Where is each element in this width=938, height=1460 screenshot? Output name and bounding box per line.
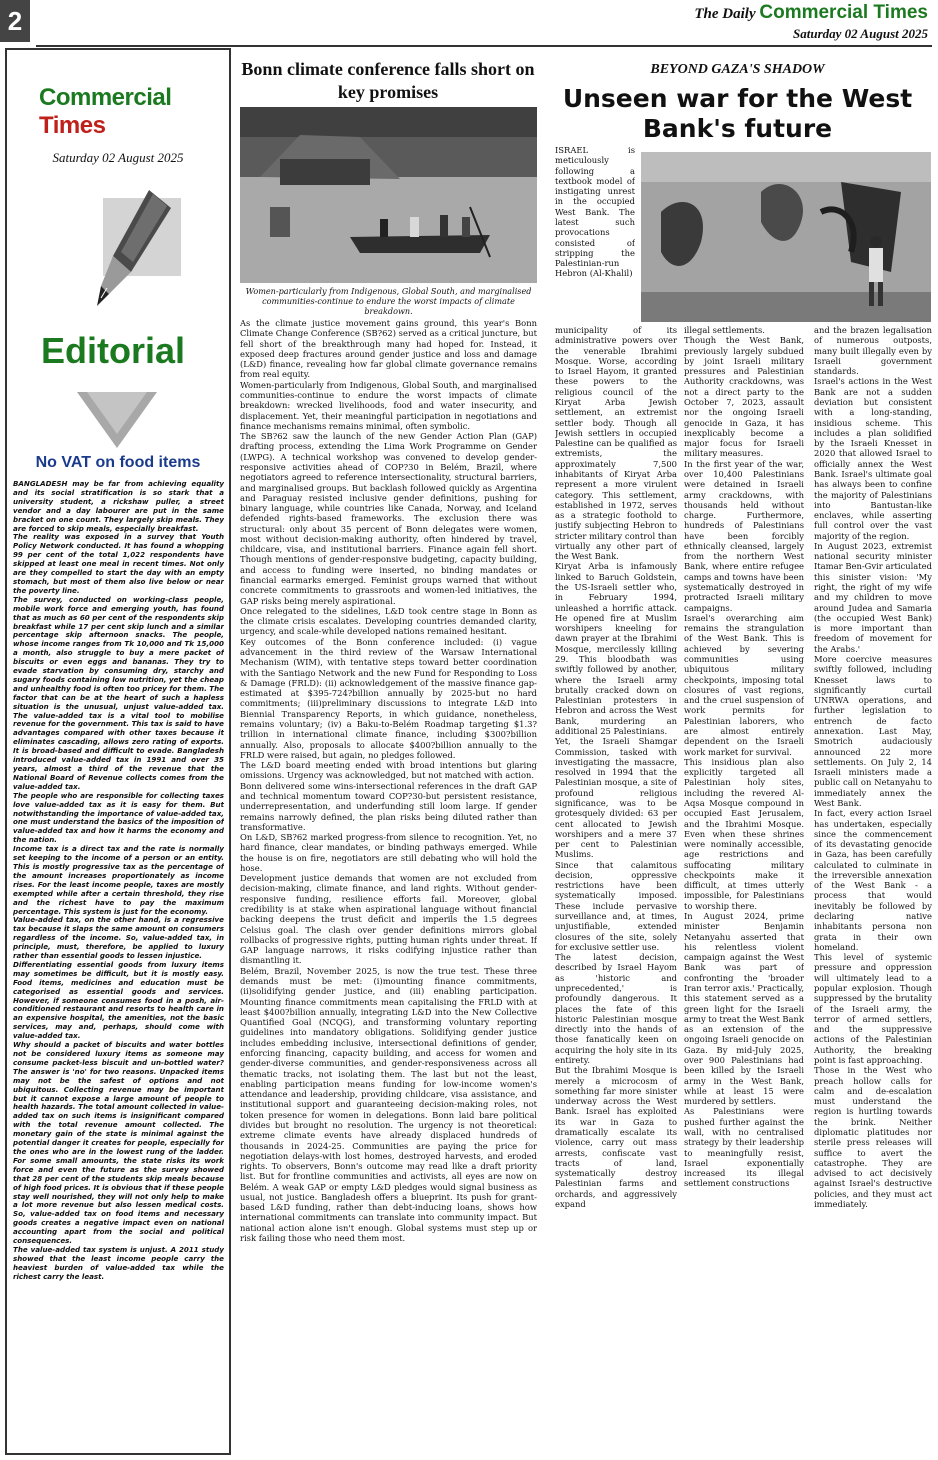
article1-body <box>240 318 537 1448</box>
article2-paragraph: In the first year of the war, over 10,400 Palestinians were detained in Israeli army crackdowns, with thousands held without charge. Furthermore, hundreds of Palestinians have been forcibly ethnically cleansed, largely from the northern West Bank, where entire refugee camps and towns have been systematically destroyed in protracted Israeli military campaigns. <box>684 458 804 613</box>
header-rule <box>36 45 932 47</box>
masthead-date: Saturday 02 August 2025 <box>793 26 928 41</box>
masthead <box>694 2 928 42</box>
article2-column-2 <box>684 325 804 1445</box>
article2-column-3 <box>814 325 932 1445</box>
article2-intro <box>555 145 635 323</box>
editorial-paragraph: The survey, conducted on working-class people, mobile work force and emerging youth, has found that as much as 60 per cent of the respondents skip breakfast while 17 per cent skip lunch and a similar percentage skip afternoon snacks. The people, whose income ranges from Tk 10,000 and Tk 15,000 a month, also struggle to buy a mere packet of biscuits or even eggs and bananas. They try to evade starvation by consuming dry, starchy and sugary foods containing low nutrition, yet the cheap and unhealthy food is often too pricey for them. The factor that can be at the heart of such a hapless situation is the unusual, unjust value-added tax. The value-added tax is a vital tool to mobilise revenue for the government. This tax is said to have advantages compared with other taxes because it eliminates cascading, allows zero rating of exports. It is broad-based and difficult to evade. Bangladesh introduced value-added tax in 1991 and over 35 years, almost a third of the revenue that the National Board of Revenue collects comes from the value-added tax. <box>13 594 224 791</box>
article2-paragraph: Since that calamitous decision, oppressive restrictions have been systematically imposed. These include pervasive surveillance and, at times, unjustifiable, extended closures of the site, solely for exclusive settler use. <box>555 859 677 952</box>
article2-paragraph: But the Ibrahimi Mosque is merely a microcosm of something far more sinister underway across the West Bank. Israel has exploited its war in Gaza to dramatically escalate its violence, carry out mass arrests, confiscate vast tracts of land, systematically destroy Palestinian farms and orchards, and aggressively expand <box>555 1065 677 1209</box>
masthead-title <box>694 2 928 24</box>
article2-paragraph: Israel's overarching aim remains the strangulation of the West Bank. This is achieved by severing communities using ubiquitous military checkpoints, imposing total closures of vast regions, and the cruel suspension of work permits for Palestinian laborers, who are almost entirely dependent on the Israeli work market for survival. <box>684 612 804 757</box>
masthead-prefix: The Daily <box>694 6 756 22</box>
article2-paragraph: Kiryat Arba is infamously linked to Baruch Goldstein, the US-Israeli settler who, in February 1994, unleashed a horrific attack. He opened fire at Muslim worshipers kneeling for dawn prayer at the Ibrahimi Mosque, mercilessly killing 29. This bloodbath was swiftly followed by another, where the Israeli army brutally cracked down on Palestinian protesters in Hebron and across the West Bank, murdering an additional 25 Palestinians. <box>555 561 677 736</box>
article1-caption: Women-particularly from Indigenous, Global South, and marginalised communities-continue to endure the worst impacts of climate breakdown. <box>245 286 532 317</box>
article1-paragraph: Women-particularly from Indigenous, Global South, and marginalised communities-continue to endure the worst impacts of climate breakdown: wrecked livelihoods, food and water insecurity, and displacement. Yet, their meaningful participation in negotiations and finance mechanisms remains minimal, often symbolic. <box>240 379 537 431</box>
editorial-paragraph: BANGLADESH may be far from achieving equality and its social stratification is so stark that a university student, a rickshaw puller, a street vendor and a day labourer are put in the same bracket on one count. They largely skip meals. They are forced to skip meals, especially breakfast. <box>13 480 224 533</box>
sidebar-section-title: Editorial <box>41 330 186 371</box>
article2-paragraph: Yet, the Israeli Shamgar Commission, tasked with investigating the massacre, resolved in 1994 that the Palestinian mosque, a site of profound religious significance, was to be grotesquely divided: 63 per cent allocated to Jewish worshipers and a mere 37 per cent to Palestinian Muslims. <box>555 736 677 860</box>
article1-title: Bonn climate conference falls short on key promises <box>241 59 535 102</box>
article2-paragraph: In August 2024, prime minister Benjamin Netanyahu asserted that his relentless violent campaign against the West Bank was part of confronting the 'broader Iran terror axis.' Practically, this statement served as a green light for the Israeli army to treat the West Bank as an extension of the ongoing Israeli genocide on Gaza. By mid-July 2025, over 900 Palestinians had been killed by the Israeli army in the West Bank, while at least 15 were murdered by settlers. <box>684 911 804 1107</box>
editorial-paragraph: The value-added tax system is unjust. A 2011 study showed that the least income people carry the heaviest burden of value-added tax while the richest carry the least. <box>13 1244 224 1281</box>
article1-paragraph: On L&D, SB?62 marked progress-from silence to recognition. Yet, no hard finance, clear mandates, or binding pathways emerged. While the house is on fire, negotiators are still debating who will hold the hose. <box>240 832 537 873</box>
editorial-paragraph: Income tax is a direct tax and the rate is normally set keeping to the income of a person or an entity. This is mostly progressive tax as the percentage of the amount increases proportionately as income rises. For the least income people, taxes are mostly exempted while after a certain threshold, they rise and the richest have to pay the maximum percentage. This system is just for the economy. <box>13 844 224 916</box>
mural-photo <box>641 152 931 322</box>
article1-paragraph: Development justice demands that women are not excluded from decision-making, climate finance, and land rights. Without gender-responsive funding, resilience efforts fail. Moreover, global credibility is at stake when aspirational language without financial backing deepens the trust deficit and imperils the 1.5 degrees Celsius goal. The clash over gender definitions mirrors global rollbacks of progressive rights, putting human rights under threat. If GAP language narrows, it risks codifying injustice rather than dismantling it. <box>240 873 537 966</box>
article2-paragraph: The latest decision, described by Israel Hayom as 'historic and unprecedented,' is profoundly dangerous. It places the fate of this historic Palestinian mosque directly into the hands of those fanatically keen on acquiring the holy site in its entirety. <box>555 952 677 1065</box>
article2-paragraph: Israel's actions in the West Bank are not a sudden deviation but consistent with a long-standing, insidious scheme. This includes a plan solidified by the Israeli Knesset in 2020 that allowed Israel to officially annex the West Bank. Israel's ultimate goal has always been to confine the majority of Palestinians into Bantustan-like enclaves, while asserting full control over the vast majority of the region. <box>814 376 932 541</box>
editorial-paragraph: The people who are responsible for collecting taxes love value-added tax as it is easy for them. But notwithstanding the importance of value-added tax, one must understand the basics of the imposition of value-added tax and how it harms the economy and the nation. <box>13 790 224 845</box>
article1-paragraph: Bonn delivered some wins-intersectional references in the draft GAP and technical momentum toward COP?30-but persistent resistance, underrepresentation, and underfunding still loom large. If gender remains narrowly defined, the plan risks being diluted rather than transformative. <box>240 780 537 832</box>
article2-title: Unseen war for the West Bank's future <box>562 84 913 143</box>
flood-boat-photo <box>240 107 537 283</box>
article1-paragraph: As the climate justice movement gains ground, this year's Bonn Climate Change Conference (SB?62) served as a critical juncture, but fell short of the breakthrough many had hoped for. Instead, it exposed deep fractures around gender justice and loss and damage (L&D) finance, revealing how far global climate governance remains from real equity. <box>240 318 537 380</box>
masthead-name: Commercial Times <box>759 2 928 23</box>
editorial-sidebar <box>5 48 231 1455</box>
article2-intro-text: ISRAEL is meticulously following a textbook model of instigating unrest in the occupied West Bank. The latest such provocations consisted of stripping the Palestinian-run Hebron (Al-Khalil) <box>555 145 635 279</box>
editorial-paragraph: Differentiating essential goods from luxury items may sometimes be difficult, but it is mostly easy. Food items, medicines and education must be categorised as essential goods and services. However, if someone consumes food in a posh, air-conditioned restaurant and resorts to health care in an expensive hospital, the amenities, not the basic services, may and, perhaps, should come with value-added tax. <box>13 959 224 1041</box>
article2-paragraph: As Palestinians were pushed further against the wall, with no centralised strategy by their leadership to meaningfully resist, Israel exponentially increased its illegal settlement constructions <box>684 1106 804 1189</box>
editorial-paragraph: Value-added tax, on the other hand, is a regressive tax because it slaps the same amount on consumers regardless of the income. So, value-added tax, in principle, must, therefore, be applied to luxury rather than essential goods to lessen injustice. <box>13 915 224 961</box>
article2-paragraph: and the brazen legalisation of numerous outposts, many built illegally even by Israeli government standards. <box>814 325 932 377</box>
article2-paragraph: In August 2023, extremist national security minister Itamar Ben-Gvir articulated this sinister vision: 'My right, the right of my wife and my children to move around Judea and Samaria (the occupied West Bank) is more important than freedom of movement for the Arabs.' <box>814 540 932 654</box>
article2-column-1 <box>555 325 677 1445</box>
article2-paragraph: This level of systemic pressure and oppression will ultimately lead to a popular explosion. Though suppressed by the brutality of the Israeli army, the terror of armed settlers, and the suppressive actions of the Palestinian Authority, the breaking point is fast approaching. <box>814 952 932 1065</box>
fountain-pen-icon <box>97 190 187 330</box>
article2-paragraph: illegal settlements. <box>684 325 765 335</box>
article1-paragraph: The SB?62 saw the launch of the new Gender Action Plan (GAP) drafting process, extending the Lima Work Programme on Gender (LWPG). A technical workshop was convened to develop gender-responsive activities ahead of COP?30 in Belém, Brazil, where negotiators agreed to reference intersectionality, structural barriers, and marginalised groups. But backlash followed quickly as Argentina and Paraguay resisted inclusive gender definitions, pushing for binary language, while countries like Canada, Norway, and Iceland defended rights-based frameworks. The exclusion there was structural: only about 35 percent of Bonn delegates were women, most without decision-making authority, often hindered by travel, childcare, visa, and institutional barriers. Finance again fell short. Though mentions of gender-responsive budgeting, capacity building, and access to funding were inserted, no binding mandates or financial earmarks emerged. Feminist groups warned that without concrete commitments to grassroots and women-led initiatives, the GAP risks being merely aspirational. <box>240 431 537 606</box>
editorial-body <box>13 480 224 1455</box>
article2-paragraph: municipality of its administrative powers over the venerable Ibrahimi Mosque. Worse, according to Israel Hayom, it granted these powers to the religious council of the Kiryat Arba Jewish settlement, an extremist settler body. Though all Jewish settlers in occupied Palestine can be qualified as extremists, the approximately 7,500 inhabitants of Kiryat Arba represent a more virulent category. This settlement, established in 1972, serves as a strategic foothold to justify subjecting Hebron to stricter military control than virtually any other part of the West Bank. <box>555 325 677 562</box>
article2-paragraph: More coercive measures swiftly followed, including Knesset laws to significantly curtail UNRWA operations, and further legislation to entrench de facto annexation. Last May, Smotrich audaciously announced 22 more settlements. On July 2, 14 Israeli ministers made a public call on Netanyahu to immediately annex the West Bank. <box>814 654 932 808</box>
sidebar-logo-part2: Times <box>39 112 106 139</box>
editorial-headline: No VAT on food items <box>35 454 201 471</box>
page-number: 2 <box>0 0 30 42</box>
article2-paragraph: Those in the West who preach hollow calls for calm and de-escalation must understand the region is hurtling towards the brink. Neither diplomatic platitudes nor sterile press releases will suffice to avert the catastrophe. They are advised to act decisively against Israel's destructive policies, and they must act immediately. <box>814 1065 932 1209</box>
sidebar-date: Saturday 02 August 2025 <box>52 150 184 165</box>
sidebar-logo <box>39 84 229 140</box>
editorial-paragraph: Why should a packet of biscuits and water bottles not be considered luxury items as someone may consume packet-less biscuit and un-bottled water? The answer is 'no' for two reasons. Unpacked items may not be the safest of options and not ubiquitous. Collecting revenue may be important but it cannot expose a large amount of people to health hazards. The total amount collected in value-added tax on such items is insignificant compared with the total revenue amount collected. The monetary gain of the state is minimal against the potential danger it creates for people, especially for the ones who are in the lowest rung of the ladder. For some small amounts, the state risks its work force and even the future as the survey showed that 28 per cent of the students skip meals because of high food prices. It is obvious that if these people stay well nourished, they will not only help to make a lot more revenue but also lessen medical costs. So, value-added tax on food items and necessary goods creates a negative impact even on national accounting apart from the social and political consequences. <box>13 1040 224 1246</box>
editorial-paragraph: The reality was exposed in a survey that Youth Policy Network conducted. It has found a whopping 99 per cent of the total 1,022 respondents have skipped at least one meal in recent times. Not only are they compelled to start the day with an empty stomach, but most of them also live below or near the poverty line. <box>13 532 224 595</box>
article2-paragraph: In fact, every action Israel has undertaken, especially since the commencement of its devastating genocide in Gaza, has been carefully calculated to culminate in the irreversible annexation of the West Bank - a process that would inevitably be followed by declaring native inhabitants persona non grata in their own homeland. <box>814 808 932 952</box>
article1-paragraph: The L&D board meeting ended with broad intentions but glaring omissions. Urgency was acknowledged, but not matched with action. <box>240 760 537 781</box>
sidebar-logo-part1: Commercial <box>39 84 172 111</box>
article1-paragraph: Once relegated to the sidelines, L&D took centre stage in Bonn as the climate crisis escalates. Developing countries demanded clarity, urgency, and scale-while developed nations remained hesitant. <box>240 605 537 637</box>
article2-paragraph: This insidious plan also explicitly targeted all Palestinian holy sites, including the revered Al-Aqsa Mosque compound in occupied East Jerusalem, and the Ibrahimi Mosque. Even when these shrines were nominally accessible, age restrictions and suffocating military checkpoints make it difficult, at times utterly impossible, for Palestinians to worship there. <box>684 756 804 911</box>
article2-paragraph: Though the West Bank, previously largely subdued by joint Israeli military pressures and Palestinian Authority crackdowns, was not a direct party to the October 7, 2023, assault nor the ongoing Israeli genocide in Gaza, it has inexplicably become a major focus for Israeli military measures. <box>684 335 804 459</box>
article1-paragraph: Belém, Brazil, November 2025, is now the true test. These three demands must be met: (i)mounting finance commitments, (ii)solidifying gender justice, and (iii) enabling participation. Mounting finance commitments mean capitalising the FRLD with at least $400?billion annually, integrating L&D into the New Collective Quantified Goal (NCQG), and transforming voluntary reporting guidelines into mandatory obligations. Solidifying gender justice includes embedding inclusive, intersectional definitions of gender, enforcing financing, capacity building, and access for women and gender-diverse communities, and gender-responsiveness across all thematic tracks, not isolating them. The last but not the least, enabling participation means funding for low-income women's attendance and leadership, providing childcare, visa assistance, and institutional support and guaranteeing decision-making roles, not token presence for women in delegations. Bonn laid bare political divides but brought no resolution. The urgency is not theoretical: extreme climate events have already displaced hundreds of thousands in 2024-25. Communities are paying the price for negotiation delays-with lost homes, destroyed harvests, and eroded rights. To observers, Bonn's outcome may read like a draft priority list. But for frontline communities and activists, all eyes are now on Belém. A weak GAP or empty L&D pledges would signal business as usual, not justice. Bangladesh offers a blueprint. Its push for grant-based L&D funding, rather than debt-inducing loans, shows how international commitments can translate into community impact. But national action alone isn't enough. Global systems must step up or risk failing those who need them most. <box>240 965 537 1244</box>
article2-kicker: BEYOND GAZA'S SHADOW <box>650 62 825 77</box>
down-arrow-icon <box>77 392 157 448</box>
article1-paragraph: Key outcomes of the Bonn conference included: (i) vague advancement in the third review of the Warsaw International Mechanism (WIM), with tentative steps toward better coordination with the Santiago Network and the new Fund for Responding to Loss & Damage (FRLD): (ii) acknowledgement of the massive finance gap-estimated at $395-724?billion annually by 2025-but no hard commitments; (iii)preliminary discussions to integrate L&D into Biennial Transparency Reports, in which guidance, nonetheless, remains voluntary; (iv) a Baku-to-Belém Roadmap targeting $1.3?trillion in international climate finance, including $300?billion annually. Also, proposals to allocate $400?billion annually to the FRLD were raised, but again, no pledges followed. <box>240 636 537 760</box>
